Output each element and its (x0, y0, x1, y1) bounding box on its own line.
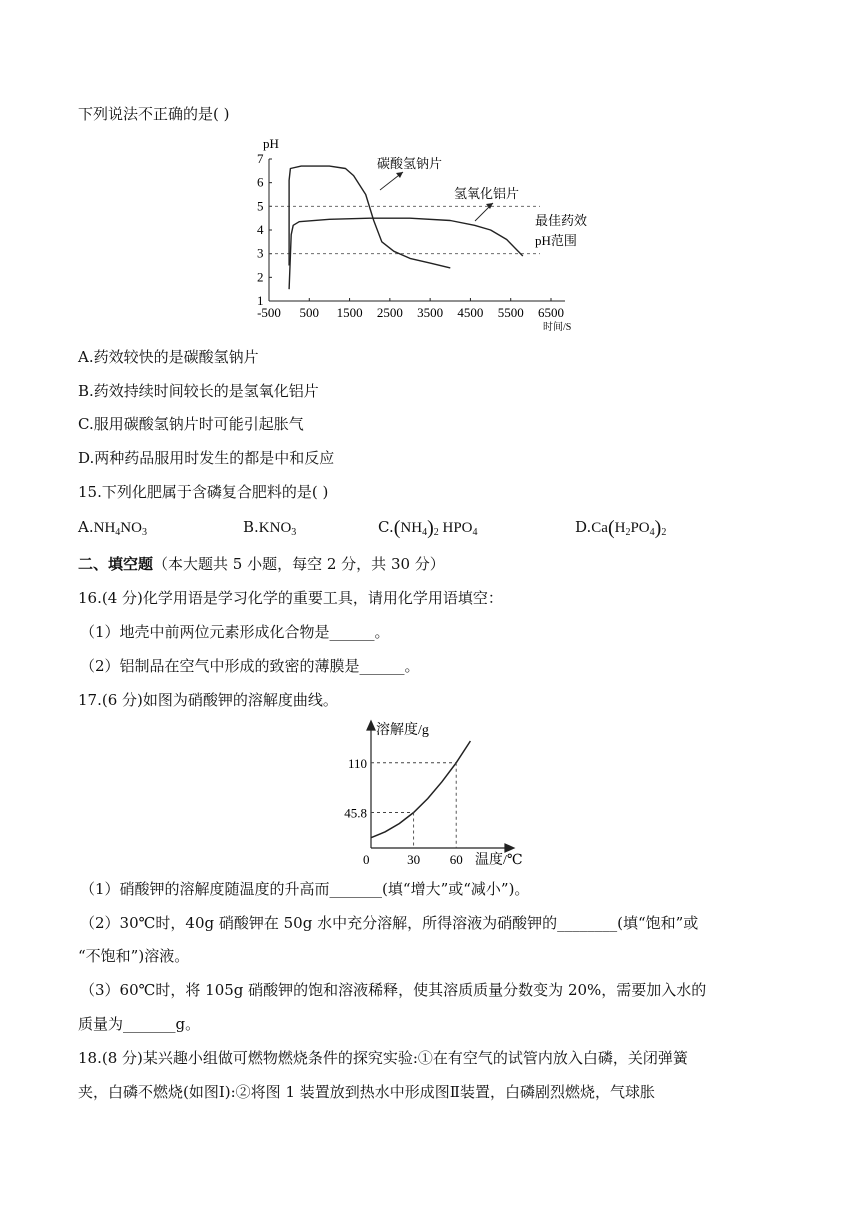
x-tick-label: 6500 (538, 305, 564, 320)
q15-option-a (78, 516, 147, 544)
x-axis-arrow (505, 844, 514, 852)
solubility-axis-label: 溶解度/g (376, 723, 429, 738)
question-17-stem: 17.(6 分)如图为硝酸钾的溶解度曲线。 (78, 691, 338, 709)
section-2-heading (78, 553, 445, 575)
q17-item-2-cont: “不饱和”)溶液。 (78, 947, 190, 965)
q16-item-2: （2）铝制品在空气中形成的致密的薄膜是______。 (80, 657, 420, 675)
formula-ca-h2po4-2: $Ca(H_2PO_4)_2$ (591, 517, 667, 539)
q15-option-b (243, 516, 296, 544)
y-tick-label: 3 (257, 245, 264, 261)
y-tick-label: 4 (257, 222, 264, 237)
y-axis-arrow (367, 721, 375, 730)
q15-option-b-label: B. (243, 518, 259, 536)
x-tick-label: 1500 (336, 305, 363, 320)
q15-option-d-label: D. (575, 518, 592, 536)
y-tick-label: 45.8 (344, 805, 367, 821)
temperature-axis-label: 温度/℃ (475, 853, 523, 868)
q14-option-a: A.药效较快的是碳酸氢钠片 (78, 348, 259, 366)
question-16-stem: 16.(4 分)化学用语是学习化学的重要工具，请用化学用语填空： (78, 589, 503, 607)
y-tick-label: 7 (257, 151, 264, 166)
time-axis-label: 时间/S (543, 322, 572, 333)
annotation-best-efficacy: 最佳药效 (535, 213, 588, 228)
q15-option-c-label: C. (378, 518, 394, 536)
question-14-stem: 下列说法不正确的是( ) (78, 105, 230, 123)
origin-label: 0 (363, 852, 370, 867)
q14-option-c: C.服用碳酸氢钠片时可能引起胀气 (78, 415, 304, 433)
x-tick-label: 4500 (457, 305, 484, 320)
x-tick-label: 2500 (376, 305, 403, 320)
x-tick-label: 500 (299, 305, 320, 320)
annotation-aluminum-hydroxide: 氢氧化铝片 (454, 186, 520, 201)
question-15-stem: 15.下列化肥属于含磷复合肥料的是( ) (78, 483, 329, 501)
q15-option-a-label: A. (78, 518, 94, 536)
q17-item-3: （3）60℃时，将 105g 硝酸钾的饱和溶液稀释，使其溶质质量分数变为 20%，需要加入水的 (80, 981, 707, 999)
q15-option-d (575, 516, 666, 544)
x-tick-label: 3500 (417, 305, 444, 320)
y-tick-label: 2 (257, 269, 264, 285)
x-tick-label: 5500 (497, 305, 524, 320)
series-line-sodium-bicarbonate (289, 166, 450, 268)
q16-item-1: （1）地壳中前两位元素形成化合物是______。 (80, 623, 390, 641)
y-tick-label: 6 (257, 174, 264, 190)
q17-item-2: （2）30℃时，40g 硝酸钾在 50g 水中充分溶解，所得溶液为硝酸钾的________(填“饱和”或 (80, 914, 699, 932)
section-2-note: （本大题共 5 小题，每空 2 分，共 30 分） (153, 555, 445, 573)
y-tick-label: 1 (257, 293, 264, 308)
section-2-title: 二、填空题 (78, 555, 154, 573)
q15-option-c (378, 516, 478, 544)
question-18-line-1: 18.(8 分)某兴趣小组做可燃物燃烧条件的探究实验:①在有空气的试管内放入白磷，关闭弹簧 (78, 1049, 688, 1067)
solubility-chart (330, 718, 530, 868)
ph-axis-label: pH (263, 136, 279, 151)
y-tick-label: 110 (347, 755, 367, 771)
question-18-line-2: 夹，白磷不燃烧(如图Ⅰ):②将图 1 装置放到热水中形成图Ⅱ装置，白磷剧烈燃烧，气球胀 (78, 1083, 655, 1101)
annotation-sodium-bicarbonate: 碳酸氢钠片 (377, 156, 443, 171)
x-tick-label: 30 (407, 852, 421, 867)
q17-item-1: （1）硝酸钾的溶解度随温度的升高而_______(填“增大”或“减小”)。 (80, 880, 530, 898)
annotation-ph-range: pH范围 (535, 233, 577, 248)
q14-option-d: D.两种药品服用时发生的都是中和反应 (78, 449, 335, 467)
formula-kno3: $KNO_3$ (258, 520, 297, 538)
y-tick-label: 5 (257, 198, 264, 214)
formula-nh4-2hpo4: $(NH_4)_2$ $HPO_4$ (393, 517, 478, 539)
q14-option-b: B.药效持续时间较长的是氢氧化铝片 (78, 382, 319, 400)
x-tick-label: 60 (449, 852, 463, 867)
x-tick-label: -500 (257, 305, 281, 320)
q17-item-3-cont: 质量为_______g。 (78, 1015, 201, 1033)
formula-nh4no3: $NH_4NO_3$ (93, 520, 147, 538)
solubility-curve (371, 741, 470, 838)
ph-time-chart (255, 135, 595, 335)
